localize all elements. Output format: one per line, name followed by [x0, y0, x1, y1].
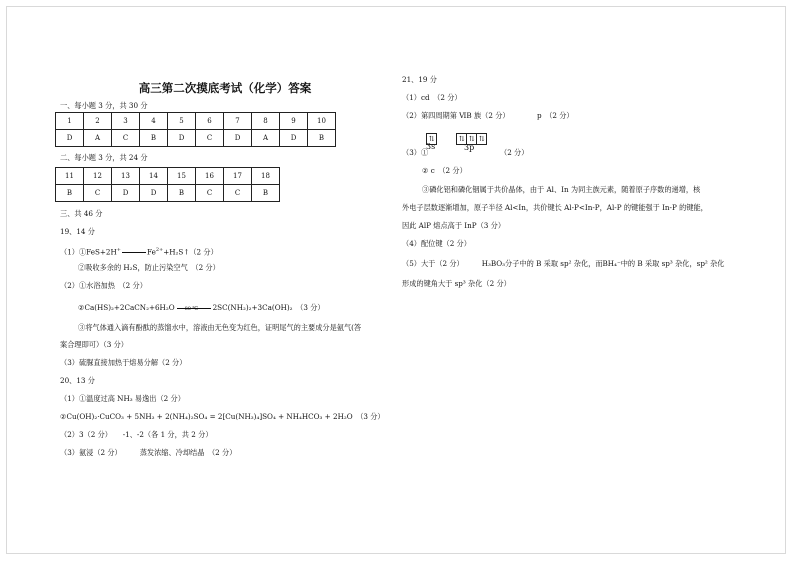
- question-number-cell: 11: [56, 168, 84, 185]
- question-number-cell: 12: [84, 168, 112, 185]
- q19-1a-plus: +: [116, 247, 121, 253]
- q19-1a-prefix: （1）①FeS+2H: [60, 247, 117, 257]
- answer-cell: A: [84, 130, 112, 147]
- question-number-cell: 2: [84, 113, 112, 130]
- orbital-3s-label: 3s: [426, 142, 436, 151]
- answer-cell: C: [112, 130, 140, 147]
- up-down-arrows-icon: ⇅: [458, 134, 465, 143]
- equilibrium-arrow-icon: [122, 252, 146, 253]
- question-number-cell: 10: [308, 113, 336, 130]
- question-number-cell: 3: [112, 113, 140, 130]
- answer-cell: C: [84, 185, 112, 202]
- answer-cell: B: [308, 130, 336, 147]
- up-down-arrows-icon: ⇅: [478, 134, 485, 143]
- q21-1: （1）cd （2 分）: [402, 93, 462, 102]
- question-number-cell: 8: [252, 113, 280, 130]
- section1-heading: 一、每小题 3 分，共 30 分: [60, 101, 148, 110]
- q19-heading: 19、14 分: [60, 227, 95, 236]
- q21-3c-line1: ③磷化铝和磷化铟属于共价晶体，由于 Al、In 为同主族元素，随着原子序数的递增，核: [422, 185, 701, 194]
- question-number-cell: 15: [168, 168, 196, 185]
- table-row: [56, 185, 280, 202]
- table-row: [56, 130, 336, 147]
- q21-5-line1: （5）大于（2 分） H₃BO₃分子中的 B 采取 sp² 杂化，而BH₄⁻中的 B 采取 sp³ 杂化，sp² 杂化: [402, 259, 725, 268]
- orbital-3p-label: 3p: [464, 143, 475, 152]
- q19-2b: [78, 303, 325, 313]
- question-number-cell: 14: [140, 168, 168, 185]
- question-number-cell: 4: [140, 113, 168, 130]
- question-number-cell: 17: [224, 168, 252, 185]
- q19-1a: [60, 245, 218, 257]
- q19-2b-left: ②Ca(HS)₂+2CaCN₂+6H₂O: [78, 303, 175, 312]
- question-number-cell: 6: [196, 113, 224, 130]
- q20-2: （2）3（2 分） -1、-2（各 1 分，共 2 分）: [60, 430, 213, 439]
- q21-heading: 21、19 分: [402, 75, 437, 84]
- question-number-cell: 5: [168, 113, 196, 130]
- up-down-arrows-icon: ⇅: [428, 134, 435, 143]
- q21-4: （4）配位键（2 分）: [402, 239, 471, 248]
- q21-2a: （2）第四周期第 ⅥB 族（2 分）: [402, 111, 510, 120]
- answer-cell: C: [224, 185, 252, 202]
- q19-2c-line2: 案合理即可）（3 分）: [60, 340, 128, 349]
- table-row: [56, 168, 280, 185]
- answer-cell: D: [280, 130, 308, 147]
- q19-1b: ②吸收多余的 H₂S，防止污染空气 （2 分）: [78, 263, 220, 272]
- answer-cell: D: [112, 185, 140, 202]
- q21-3a: （3）①: [402, 148, 429, 157]
- q19-2c-line1: ③将气体通入滴有酚酞的蒸馏水中，溶液由无色变为红色，证明尾气的主要成分是氨气(答: [78, 323, 362, 332]
- answer-cell: B: [140, 130, 168, 147]
- q21-5-line2: 形成的键角大于 sp³ 杂化（2 分）: [402, 279, 511, 288]
- q19-2a: （2）①水浴加热 （2 分）: [60, 281, 147, 290]
- answer-cell: C: [196, 130, 224, 147]
- orbital-3p-box-3: [476, 133, 487, 145]
- q19-2b-right: 2SC(NH₂)₂+3Ca(OH)₂ （3 分）: [212, 303, 325, 312]
- section1-answer-table: [55, 112, 336, 147]
- question-number-cell: 7: [224, 113, 252, 130]
- answer-cell: B: [252, 185, 280, 202]
- q21-2b: p （2 分）: [537, 111, 574, 120]
- reaction-arrow: [177, 305, 211, 312]
- section2-answer-table: [55, 167, 280, 202]
- reaction-condition: 80 ℃: [184, 305, 199, 312]
- question-number-cell: 9: [280, 113, 308, 130]
- answer-cell: D: [168, 130, 196, 147]
- answer-cell: A: [252, 130, 280, 147]
- q21-3c-line3: 因此 AlP 熔点高于 InP（3 分）: [402, 221, 506, 230]
- question-number-cell: 18: [252, 168, 280, 185]
- up-down-arrows-icon: ⇅: [468, 134, 475, 143]
- answer-cell: B: [168, 185, 196, 202]
- question-number-cell: 16: [196, 168, 224, 185]
- q21-3b: ② c （2 分）: [422, 166, 467, 175]
- section3-heading: 三、共 46 分: [60, 209, 103, 218]
- answer-cell: D: [224, 130, 252, 147]
- question-number-cell: 13: [112, 168, 140, 185]
- answer-cell: B: [56, 185, 84, 202]
- table-row: [56, 113, 336, 130]
- q20-1a: （1）①温度过高 NH₃ 易逸出（2 分）: [60, 394, 185, 403]
- section2-heading: 二、每小题 3 分，共 24 分: [60, 153, 148, 162]
- q19-1a-mid: Fe: [146, 247, 156, 257]
- q19-1a-fe-charge: 2+: [155, 247, 164, 253]
- orbital-score: （2 分）: [500, 148, 529, 157]
- page-title: 高三第二次摸底考试（化学）答案: [138, 81, 312, 95]
- q20-3: （3）氨浸（2 分） 蒸发浓缩、冷却结晶 （2 分）: [60, 448, 237, 457]
- answer-cell: D: [140, 185, 168, 202]
- question-number-cell: 1: [56, 113, 84, 130]
- q19-3: （3）硫脲直接加热于熔易分解（2 分）: [60, 358, 187, 367]
- q19-1a-end: +H₂S↑（2 分）: [163, 247, 218, 257]
- q21-3c-line2: 外电子层数逐渐增加，原子半径 Al<In，共价键长 Al-P<In-P，Al-P 的键能强于 In-P 的键能，: [402, 203, 708, 212]
- q20-heading: 20、13 分: [60, 376, 95, 385]
- answer-cell: D: [56, 130, 84, 147]
- answer-cell: C: [196, 185, 224, 202]
- q20-1b: ②Cu(OH)₂·CuCO₃ + 5NH₃ + 2(NH₄)₂SO₄ = 2[Cu(NH₃)₄]SO₄ + NH₄HCO₃ + 2H₂O （3 分）: [60, 412, 385, 421]
